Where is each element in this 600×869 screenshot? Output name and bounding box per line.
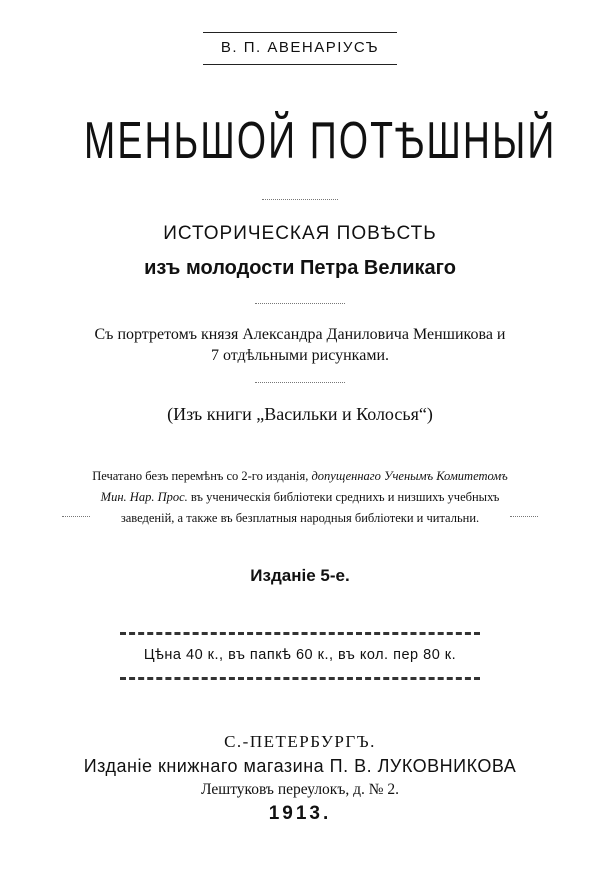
imprint-year: 1913. (268, 803, 332, 824)
filler-left (62, 516, 90, 517)
portrait-note-line-1: Съ портретомъ князя Александра Даниловича Меншикова и (94, 326, 506, 343)
price-rule-top (120, 632, 480, 635)
filler-right (510, 516, 538, 517)
approval-note-line-1 (0, 466, 600, 487)
subtitle-tagline: изъ молодости Петра Великаго (144, 257, 456, 279)
author-name: В. П. АВЕНАРІУСЪ (220, 39, 380, 56)
approval-text-a: Печатано безъ перемѣнъ со 2-го изданія, (92, 469, 312, 483)
imprint-publisher: Изданіе книжнаго магазина П. В. ЛУКОВНИКОВА (83, 756, 517, 776)
edition: Изданіе 5-е. (250, 566, 350, 585)
approval-text-b: въ ученическія библіотеки среднихъ и низшихъ учебныхъ (187, 490, 500, 504)
book-title: МЕНЬШОЙ ПОТѢШНЫЙ (83, 112, 557, 170)
genre-subtitle: ИСТОРИЧЕСКАЯ ПОВѢСТЬ (163, 223, 437, 244)
imprint-city: С.-ПЕТЕРБУРГЪ. (224, 732, 376, 751)
imprint-address: Лештуковъ переулокъ, д. № 2. (200, 781, 400, 798)
divider-2 (255, 303, 345, 304)
portrait-note (0, 324, 600, 366)
approval-note (0, 466, 600, 529)
price: Цѣна 40 к., въ папкѣ 60 к., въ кол. пер 80 к. (143, 647, 457, 663)
divider-3 (255, 382, 345, 383)
portrait-note-line-2: 7 отдѣльными рисунками. (210, 347, 389, 364)
source-book: (Изъ книги „Васильки и Колосья“) (167, 404, 433, 424)
approval-note-line-3: заведеній, а также въ безплатныя народныя библіотеки и читальни. (120, 511, 480, 525)
price-rule-bottom (120, 677, 480, 680)
approval-committee: допущеннаго Ученымъ Комитетомъ (311, 469, 508, 483)
approval-note-line-2 (0, 487, 600, 508)
approval-ministry: Мин. Нар. Прос. (100, 490, 188, 504)
divider-1 (262, 199, 338, 200)
